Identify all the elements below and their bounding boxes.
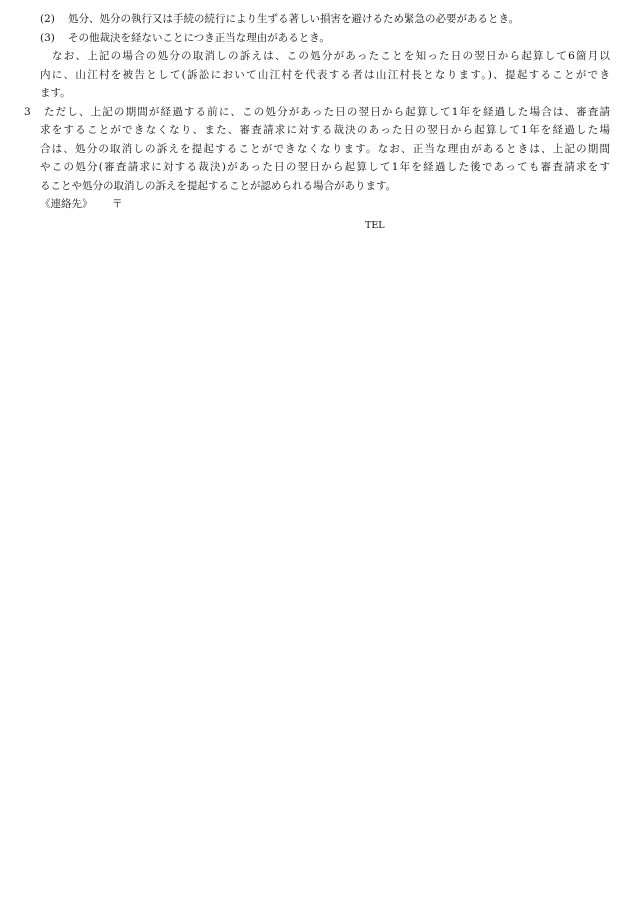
section-number: 3 [24, 105, 31, 118]
paragraph-line [0, 103, 610, 122]
document-page [0, 10, 630, 231]
contact-block [0, 195, 630, 231]
contact-label: 《連絡先》 [40, 198, 93, 210]
list-item-2 [0, 10, 630, 29]
list-item-3 [0, 29, 630, 48]
paragraph-text: 合は、処分の取消しの訴えを提起することができなくなります。なお、正当な理由があるときは、上記の期間 [40, 142, 610, 155]
paragraph-text: 内に、山江村を被告として(訴訟において山江村を代表する者は山江村長となります。)、提起することができ [40, 68, 610, 81]
item-text: 処分、処分の執行又は手続の続行により生ずる著しい損害を避けるため緊急の必要があるとき。 [68, 13, 520, 25]
paragraph-text: ただし、上記の期間が経過する前に、この処分があった日の翌日から起算して1年を経過した場合は、審査請 [44, 105, 610, 118]
paragraph-line [0, 158, 610, 177]
postal-mark: 〒 [112, 198, 123, 210]
section-3 [0, 103, 630, 196]
item-text: その他裁決を経ないことにつき正当な理由があるとき。 [68, 31, 330, 44]
paragraph-line [0, 66, 610, 85]
item-number: (3) [40, 31, 55, 44]
paragraph-line [0, 47, 610, 66]
item-number: (2) [40, 13, 55, 25]
paragraph-line [0, 177, 630, 196]
paragraph-line [0, 84, 630, 103]
paragraph-text: やこの処分(審査請求に対する裁決)があった日の翌日から起算して1年を経過した後であっても審査請求をす [40, 161, 610, 173]
note-paragraph [0, 47, 630, 103]
tel-label: TEL [365, 220, 385, 231]
paragraph-text: ます。 [40, 87, 71, 99]
paragraph-line [0, 140, 610, 159]
paragraph-text: ることや処分の取消しの訴えを提起することが認められる場合があります。 [40, 179, 397, 192]
paragraph-line [0, 121, 610, 140]
paragraph-text: 求をすることができなくなり、また、審査請求に対する裁決のあった日の翌日から起算して1年を経過した場 [40, 124, 610, 136]
paragraph-text: なお、上記の場合の処分の取消しの訴えは、この処分があったことを知った日の翌日から起算して6箇月以 [52, 50, 610, 62]
